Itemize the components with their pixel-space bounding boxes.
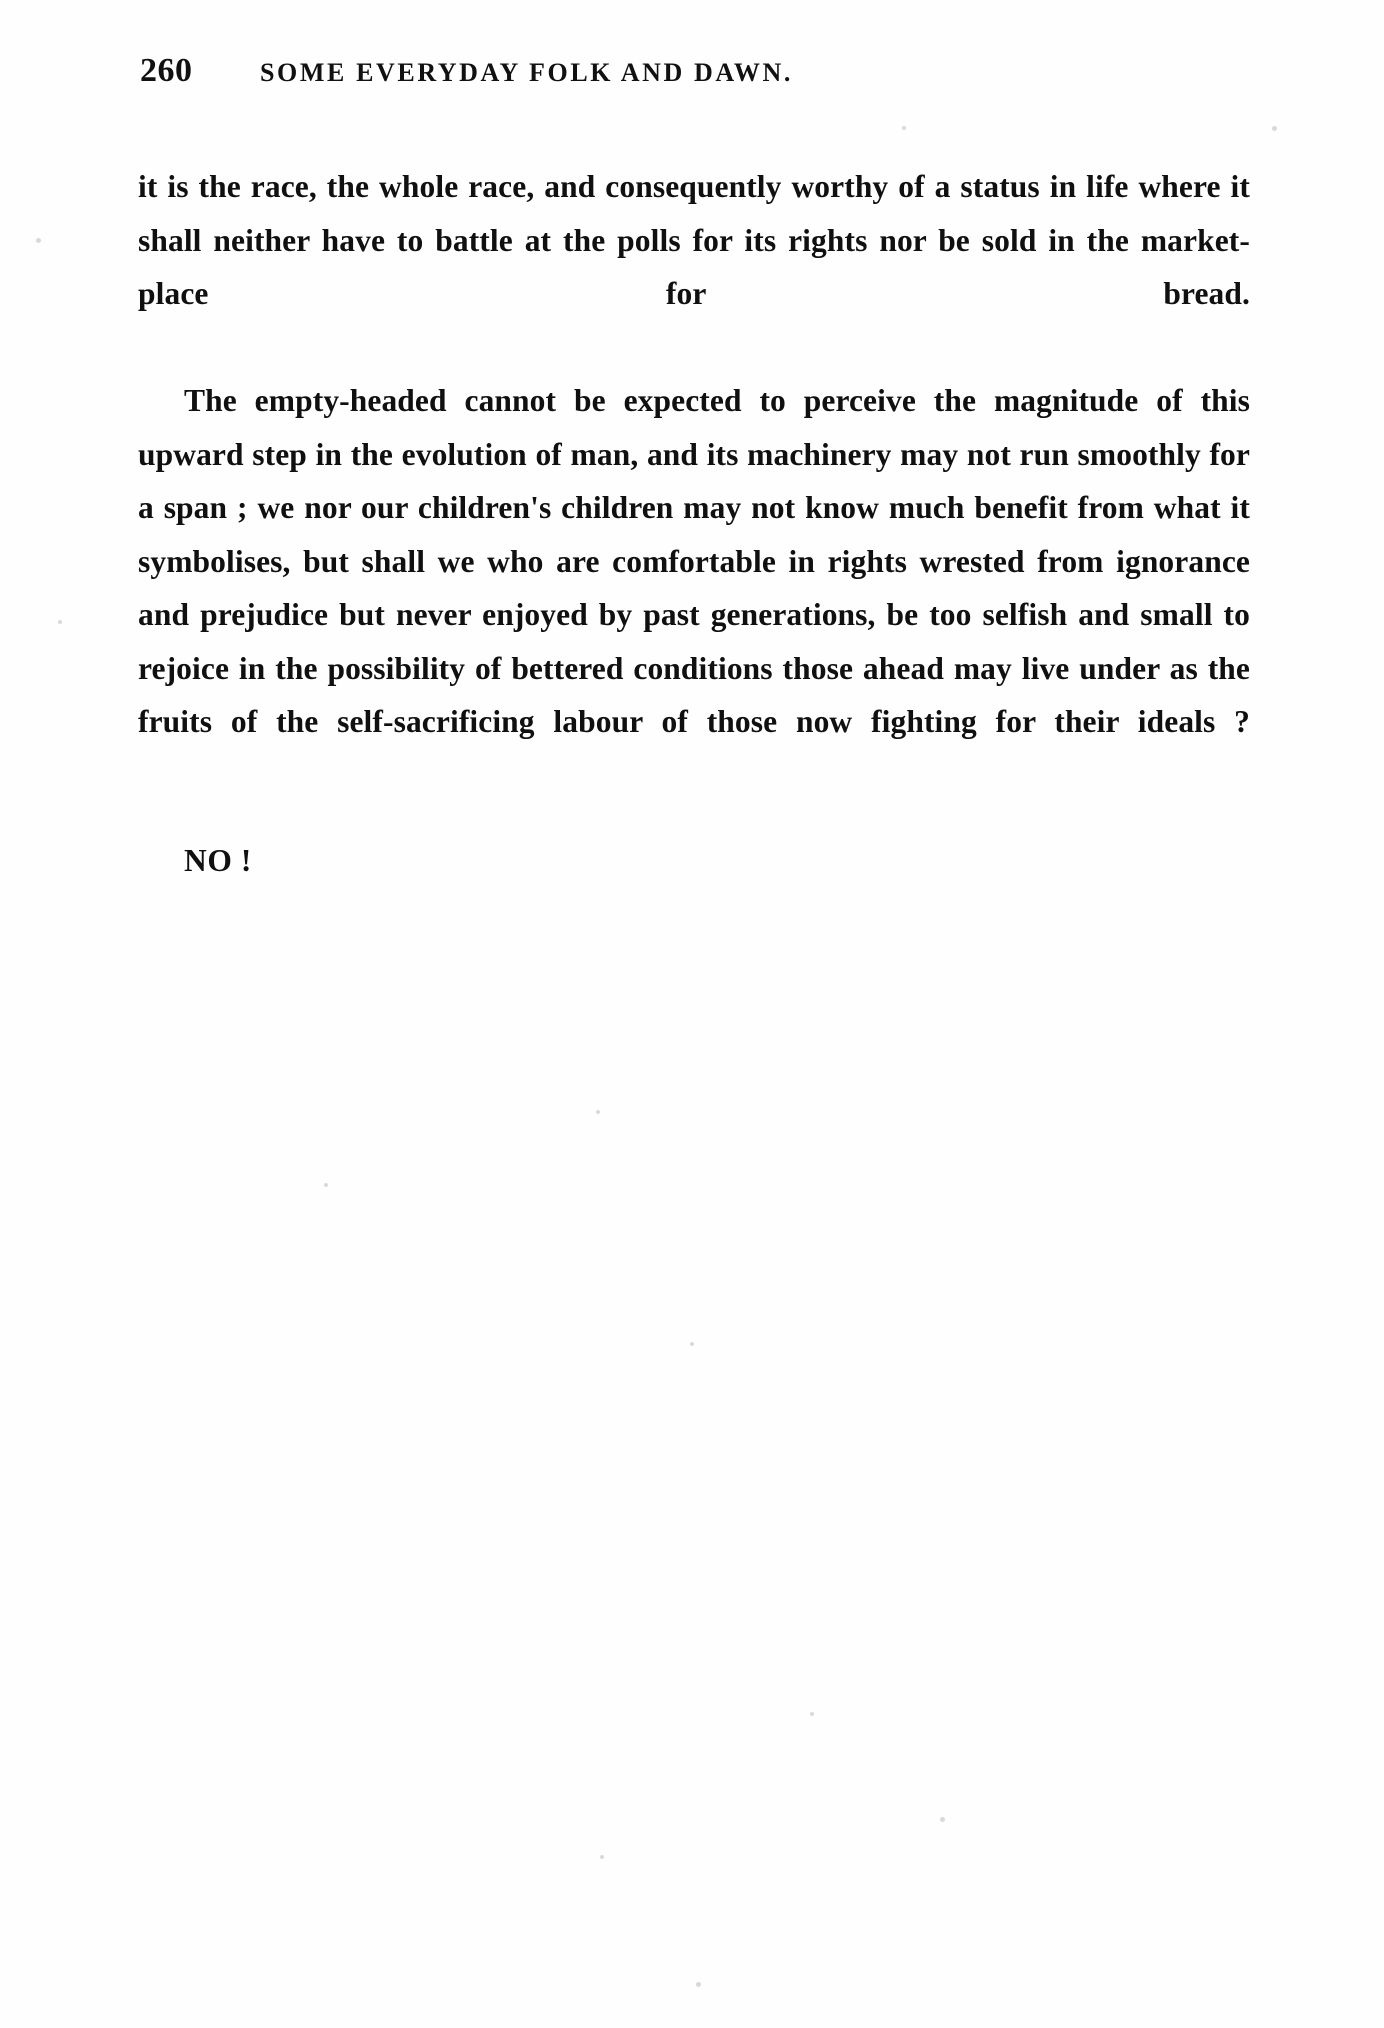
scan-speck <box>600 1855 604 1859</box>
page-number: 260 <box>140 52 193 89</box>
scan-speck <box>324 1183 328 1187</box>
running-head <box>140 52 1240 92</box>
scan-speck <box>690 1342 694 1346</box>
paragraph: it is the race, the whole race, and consequently worthy of a status in life where it shall neither have to battle at the polls for its rights nor be sold in the market-place for bread. <box>138 169 1250 311</box>
scan-speck <box>902 126 906 130</box>
scan-speck <box>940 1817 945 1822</box>
paragraph: The empty-headed cannot be expected to perceive the magnitude of this upward step in the evolution of man, and its machinery may not run smoothly for a span ; we nor our children's children may not know much benefit from what it symbolises, but shall we who are comfortable in rights wrested from ignorance and prejudice but never enjoyed by past generations, be too selfish and small to rejoice in the possibility of bettered conditions those ahead may live under as the fruits of the self-sacrificing labour of those now fighting for their ideals ? <box>138 383 1250 739</box>
scan-speck <box>58 620 62 624</box>
running-head-title: SOME EVERYDAY FOLK AND DAWN. <box>260 58 793 87</box>
scan-speck <box>1272 126 1277 131</box>
scan-speck <box>696 1982 701 1987</box>
scan-speck <box>36 238 41 243</box>
scan-speck <box>596 1110 600 1114</box>
paragraph-exclamation: NO ! <box>184 842 253 878</box>
body-text <box>138 160 1250 919</box>
scan-speck <box>810 1712 814 1716</box>
